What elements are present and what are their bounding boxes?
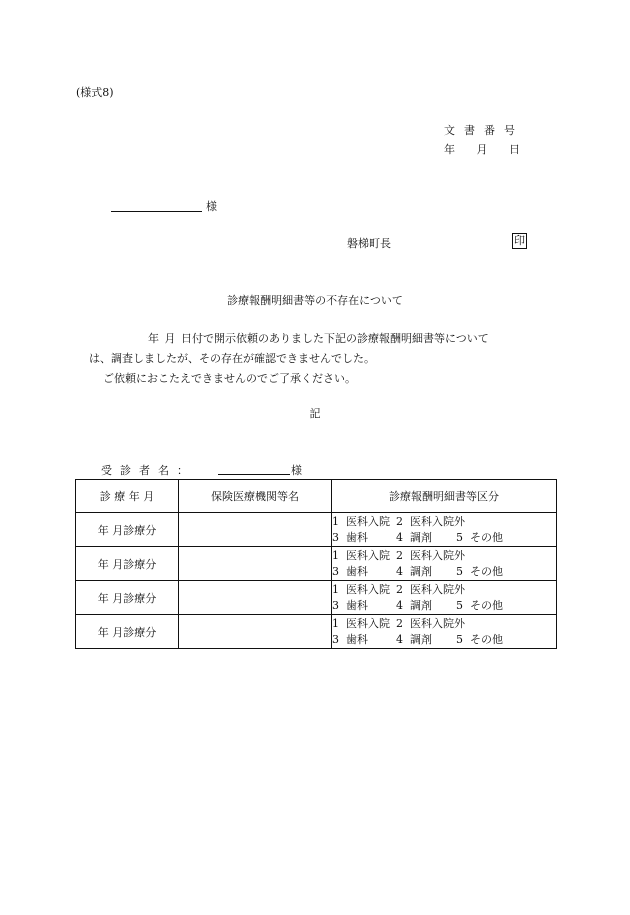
category-number: 4 [396, 564, 403, 578]
category-number: 2 [396, 616, 403, 630]
sender-name: 磐梯町長 [347, 237, 391, 250]
table-header-row [76, 480, 557, 513]
header-treatment-period: 診 療 年 月 [76, 480, 179, 513]
category-label: 歯科 [346, 632, 368, 646]
category-number: 1 [332, 548, 339, 562]
category-number: 2 [396, 548, 403, 562]
category-number: 5 [456, 564, 463, 578]
form-label: (様式8) [76, 86, 114, 99]
category-number: 5 [456, 530, 463, 544]
category-number: 3 [332, 564, 339, 578]
header-institution: 保険医療機関等名 [179, 480, 332, 513]
document-title: 診療報酬明細書等の不存在について [227, 294, 403, 307]
category-label: その他 [470, 530, 503, 544]
institution-cell [179, 615, 332, 649]
ki-heading: 記 [309, 407, 321, 420]
patient-honorific: 様 [291, 464, 302, 477]
category-label: 医科入院外 [410, 616, 465, 630]
category-cell [332, 581, 557, 615]
category-label: 調剤 [410, 598, 432, 612]
category-label: 歯科 [346, 564, 368, 578]
category-label: その他 [470, 632, 503, 646]
category-label: その他 [470, 564, 503, 578]
recipient-name-line [111, 211, 202, 212]
category-number: 5 [456, 632, 463, 646]
table-row [76, 547, 557, 581]
category-label: 調剤 [410, 564, 432, 578]
claims-table [75, 479, 557, 649]
body-line-1: 年 月 日付で開示依頼のありました下記の診療報酬明細書等について [148, 332, 489, 345]
category-number: 4 [396, 530, 403, 544]
category-number: 1 [332, 514, 339, 528]
category-label: 医科入院外 [410, 514, 465, 528]
treatment-period-cell: 年 月診療分 [76, 547, 179, 581]
category-label: 歯科 [346, 598, 368, 612]
header-claim-category: 診療報酬明細書等区分 [332, 480, 557, 513]
category-label: 医科入院外 [410, 548, 465, 562]
table-row [76, 581, 557, 615]
seal-mark: 印 [514, 234, 525, 247]
category-label: 医科入院 [346, 514, 390, 528]
date-label: 年 月 日 [444, 143, 520, 156]
institution-cell [179, 513, 332, 547]
category-cell [332, 513, 557, 547]
category-number: 3 [332, 530, 339, 544]
category-label: その他 [470, 598, 503, 612]
treatment-period-cell: 年 月診療分 [76, 513, 179, 547]
treatment-period-cell: 年 月診療分 [76, 581, 179, 615]
category-number: 2 [396, 582, 403, 596]
category-number: 3 [332, 598, 339, 612]
patient-name-label: 受診者名： [101, 464, 196, 477]
category-label: 調剤 [410, 632, 432, 646]
category-cell [332, 615, 557, 649]
body-line-2: は、調査しましたが、その存在が確認できませんでした。 [89, 352, 375, 365]
category-number: 1 [332, 582, 339, 596]
category-number: 1 [332, 616, 339, 630]
table-row [76, 615, 557, 649]
treatment-period-cell: 年 月診療分 [76, 615, 179, 649]
category-label: 歯科 [346, 530, 368, 544]
document-number-label: 文書番号 [444, 124, 524, 137]
category-number: 4 [396, 598, 403, 612]
category-cell [332, 547, 557, 581]
institution-cell [179, 581, 332, 615]
category-number: 2 [396, 514, 403, 528]
category-number: 4 [396, 632, 403, 646]
category-number: 3 [332, 632, 339, 646]
category-label: 医科入院 [346, 548, 390, 562]
category-label: 調剤 [410, 530, 432, 544]
table-row [76, 513, 557, 547]
patient-name-line [218, 474, 290, 475]
category-label: 医科入院外 [410, 582, 465, 596]
body-line-3: ご依頼におこたえできませんのでご了承ください。 [103, 372, 356, 385]
category-label: 医科入院 [346, 582, 390, 596]
category-label: 医科入院 [346, 616, 390, 630]
institution-cell [179, 547, 332, 581]
recipient-honorific: 様 [206, 200, 217, 213]
category-number: 5 [456, 598, 463, 612]
